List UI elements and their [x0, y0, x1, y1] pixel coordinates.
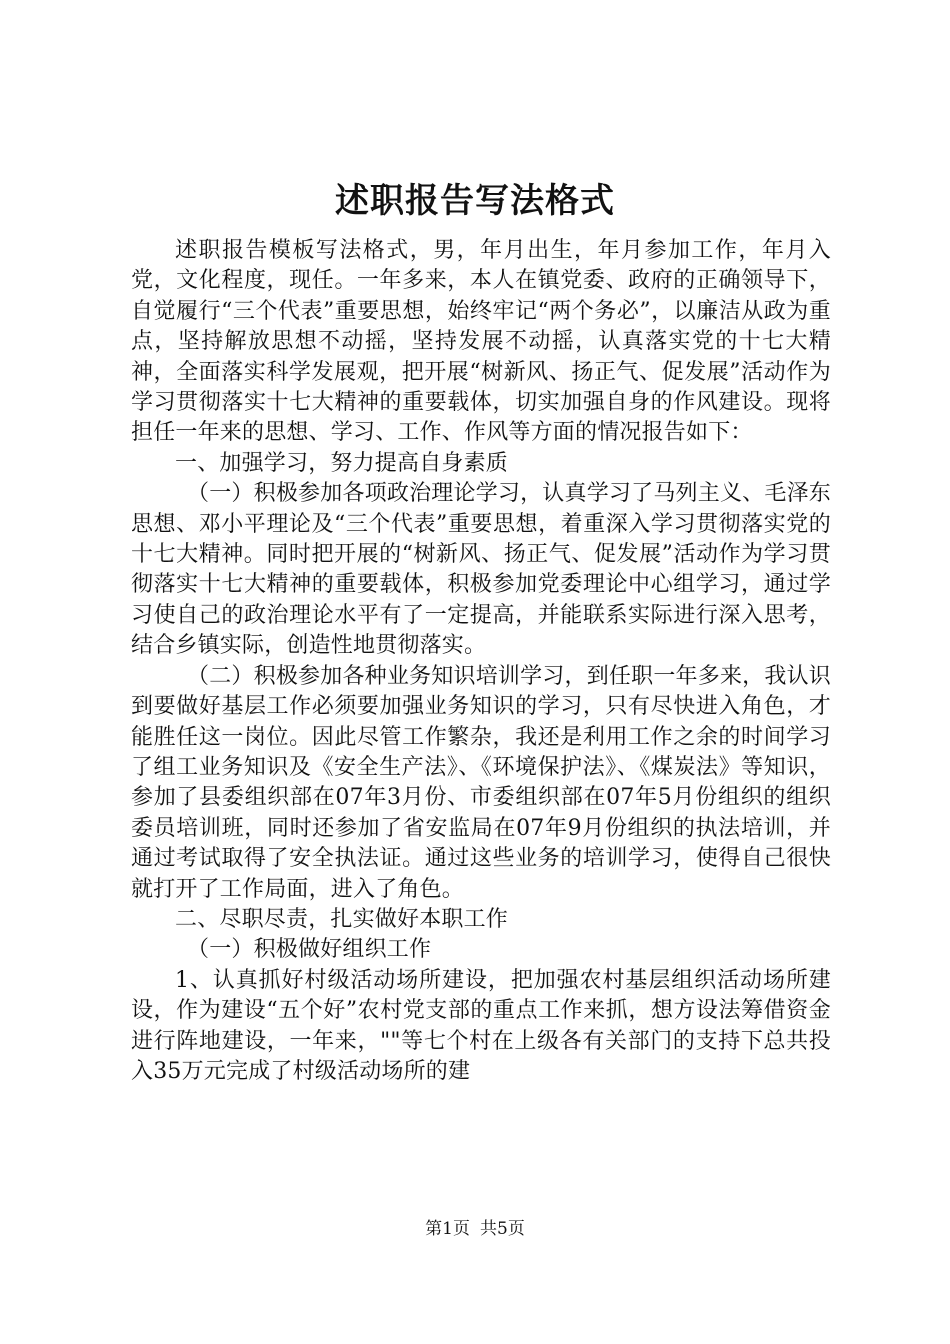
- intro-paragraph: 述职报告模板写法格式，男，年月出生，年月参加工作，年月入党，文化程度，现任。一年多来，本人在镇党委、政府的正确领导下，自觉履行“三个代表”重要思想，始终牢记“两个务必”，以廉洁从政为重点，坚持解放思想不动摇，坚持发展不动摇，认真落实党的十七大精神，全面落实科学发展观，把开展“树新风、扬正气、促发展”活动作为学习贯彻落实十七大精神的重要载体，切实加强自身的作风建设。现将担任一年来的思想、学习、工作、作风等方面的情况报告如下：: [131, 238, 831, 446]
- section-heading-2: 二、尽职尽责，扎实做好本职工作: [175, 906, 509, 932]
- subsection-heading-1: （一）积极做好组织工作: [187, 937, 432, 963]
- item-paragraph-1: 1、认真抓好村级活动场所建设，把加强农村基层组织活动场所建设，作为建设“五个好”农村党支部的重点工作来抓，想方设法筹借资金进行阵地建设，一年来，""等七个村在上级各有关部门的支持下总共投入35万元完成了村级活动场所的建: [131, 967, 831, 1084]
- document-title: 述职报告写法格式: [335, 181, 615, 221]
- subsection-paragraph-1: （一）积极参加各项政治理论学习，认真学习了马列主义、毛泽东思想、邓小平理论及“三个代表”重要思想，着重深入学习贯彻落实党的十七大精神。同时把开展的“树新风、扬正气、促发展”活动作为学习贯彻落实十七大精神的重要载体，积极参加党委理论中心组学习，通过学习使自己的政治理论水平有了一定提高，并能联系实际进行深入思考，结合乡镇实际，创造性地贯彻落实。: [131, 481, 831, 659]
- page-number: 第1页: [425, 1219, 470, 1239]
- document-body: [131, 236, 831, 1087]
- subsection-paragraph-2: （二）积极参加各种业务知识培训学习，到任职一年多来，我认识到要做好基层工作必须要加强业务知识的学习，只有尽快进入角色，才能胜任这一岗位。因此尽管工作繁杂，我还是利用工作之余的时间学习了组工业务知识及《安全生产法》、《环境保护法》、《煤炭法》等知识，参加了县委组织部在07年3月份、市委组织部在07年5月份组织的组织委员培训班，同时还参加了省安监局在07年9月份组织的执法培训，并通过考试取得了安全执法证。通过这些业务的培训学习，使得自己很快就打开了工作局面，进入了角色。: [131, 663, 831, 902]
- section-heading-1: 一、加强学习，努力提高自身素质: [175, 450, 509, 476]
- page-footer: [0, 1218, 950, 1240]
- total-pages: 共5页: [480, 1219, 525, 1239]
